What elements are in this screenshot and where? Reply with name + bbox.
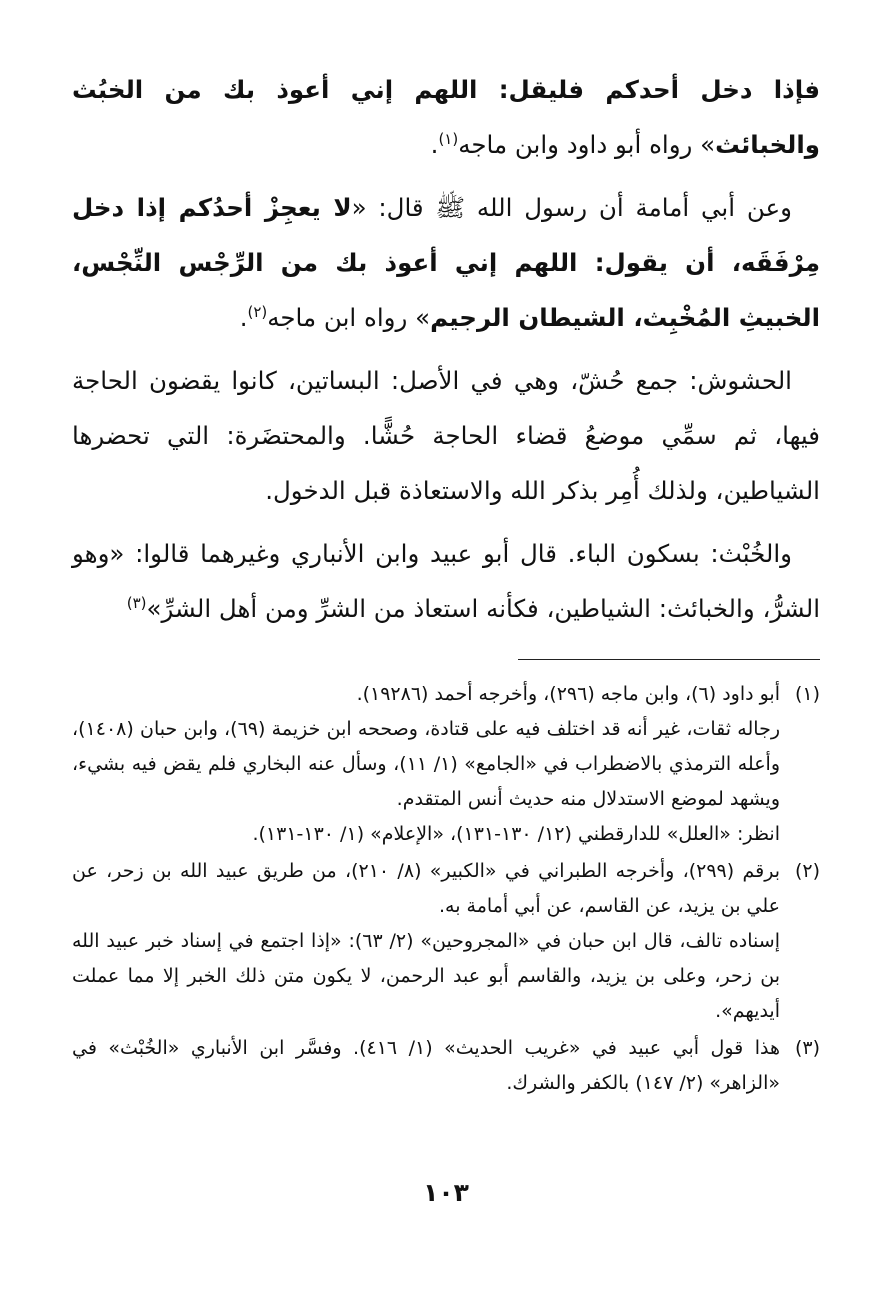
- footnote-line: برقم (٢٩٩)، وأخرجه الطبراني في «الكبير» (٨/ ٢١٠)، من طريق عبيد الله بن زحر، عن علي بن يزيد، عن القاسم، عن أبي أمامة به.: [72, 860, 780, 917]
- footnote-2: [72, 854, 820, 1029]
- hadith-text: فإذا دخل أحدكم فليقل: اللهم إني أعوذ بك من الخبُث والخبائث: [72, 75, 820, 159]
- book-page: [72, 62, 820, 1103]
- paragraph-hadith-1: فإذا دخل أحدكم فليقل: اللهم إني أعوذ بك من الخبُث والخبائث» رواه أبو داود وابن ماجه$^{(١)}$.: [72, 75, 820, 159]
- footnote-number: (٢): [794, 860, 820, 882]
- hadith-text: لا يعجِزْ أحدُكم إذا دخل مِرْفَقَه، أن يقول: اللهم إني أعوذ بك من الرِّجْس النِّجْس، الخبيثِ المُخْبِث، الشيطان الرجيم: [72, 193, 820, 332]
- paragraph-khubth: والخُبْث: بسكون الباء. قال أبو عبيد وابن الأنباري وغيرهما قالوا: «وهو الشرُّ، والخبائث: الشياطين، فكأنه استعاذ من الشرِّ ومن أهل الشرِّ»$^{(٣)}$: [72, 539, 820, 623]
- footnote-3: [72, 1031, 820, 1101]
- footnote-number: (٣): [794, 1037, 820, 1059]
- paragraph-hushush: الحشوش: جمع حُشّ، وهي في الأصل: البساتين، كانوا يقضون الحاجة فيها، ثم سمِّي موضعُ قضاء الحاجة حُشًّا. والمحتضَرة: التي تحضرها الشياطين، ولذلك أُمِر بذكر الله والاستعاذة قبل الدخول.: [72, 366, 820, 505]
- footnote-line: رجاله ثقات، غير أنه قد اختلف فيه على قتادة، وصححه ابن خزيمة (٦٩)، وابن حبان (١٤٠٨)، وأعله الترمذي بالاضطراب في «الجامع» (١/ ١١)، وسأل عنه البخاري فلم يقض فيه بشيء، ويشهد لموضع الاستدلال منه حديث أنس المتقدم.: [72, 718, 780, 810]
- footnote-line: هذا قول أبي عبيد في «غريب الحديث» (١/ ٤١٦). وفسَّر ابن الأنباري «الخُبْث» في «الزاهر» (٢/ ١٤٧) بالكفر والشرك.: [72, 1037, 780, 1094]
- footnote-divider: [518, 659, 820, 660]
- narration-source: » رواه أبو داود وابن ماجه: [458, 130, 716, 159]
- page-number: ١٠٣: [423, 1178, 469, 1207]
- footnote-1: [72, 677, 820, 852]
- footnote-line: أبو داود (٦)، وابن ماجه (٢٩٦)، وأخرجه أحمد (١٩٢٨٦).: [356, 683, 780, 705]
- footnote-number: (١): [794, 683, 820, 705]
- paragraph-hadith-2: وعن أبي أمامة أن رسول الله ﷺ قال: «لا يعجِزْ أحدُكم إذا دخل مِرْفَقَه، أن يقول: اللهم إني أعوذ بك من الرِّجْس النِّجْس، الخبيثِ المُخْبِث، الشيطان الرجيم» رواه ابن ماجه$^{(٢)}$.: [72, 193, 820, 332]
- narration-source: » رواه ابن ماجه: [267, 303, 431, 332]
- footnote-line: إسناده تالف، قال ابن حبان في «المجروحين» (٢/ ٦٣): «إذا اجتمع في إسناد خبر عبيد الله بن زحر، وعلى بن يزيد، والقاسم أبو عبد الرحمن، لا يكون متن ذلك الخبر إلا مما عملت أيديهم».: [72, 930, 780, 1022]
- footnote-line: انظر: «العلل» للدارقطني (١٢/ ١٣٠-١٣١)، «الإعلام» (١/ ١٣٠-١٣١).: [252, 823, 780, 845]
- footnote-ref-2[interactable]: (٢): [247, 302, 268, 321]
- footnote-ref-3[interactable]: (٣): [126, 593, 147, 612]
- footnote-ref-1[interactable]: (١): [438, 129, 459, 148]
- hadith-intro: وعن أبي أمامة أن رسول الله ﷺ قال: «: [351, 193, 792, 222]
